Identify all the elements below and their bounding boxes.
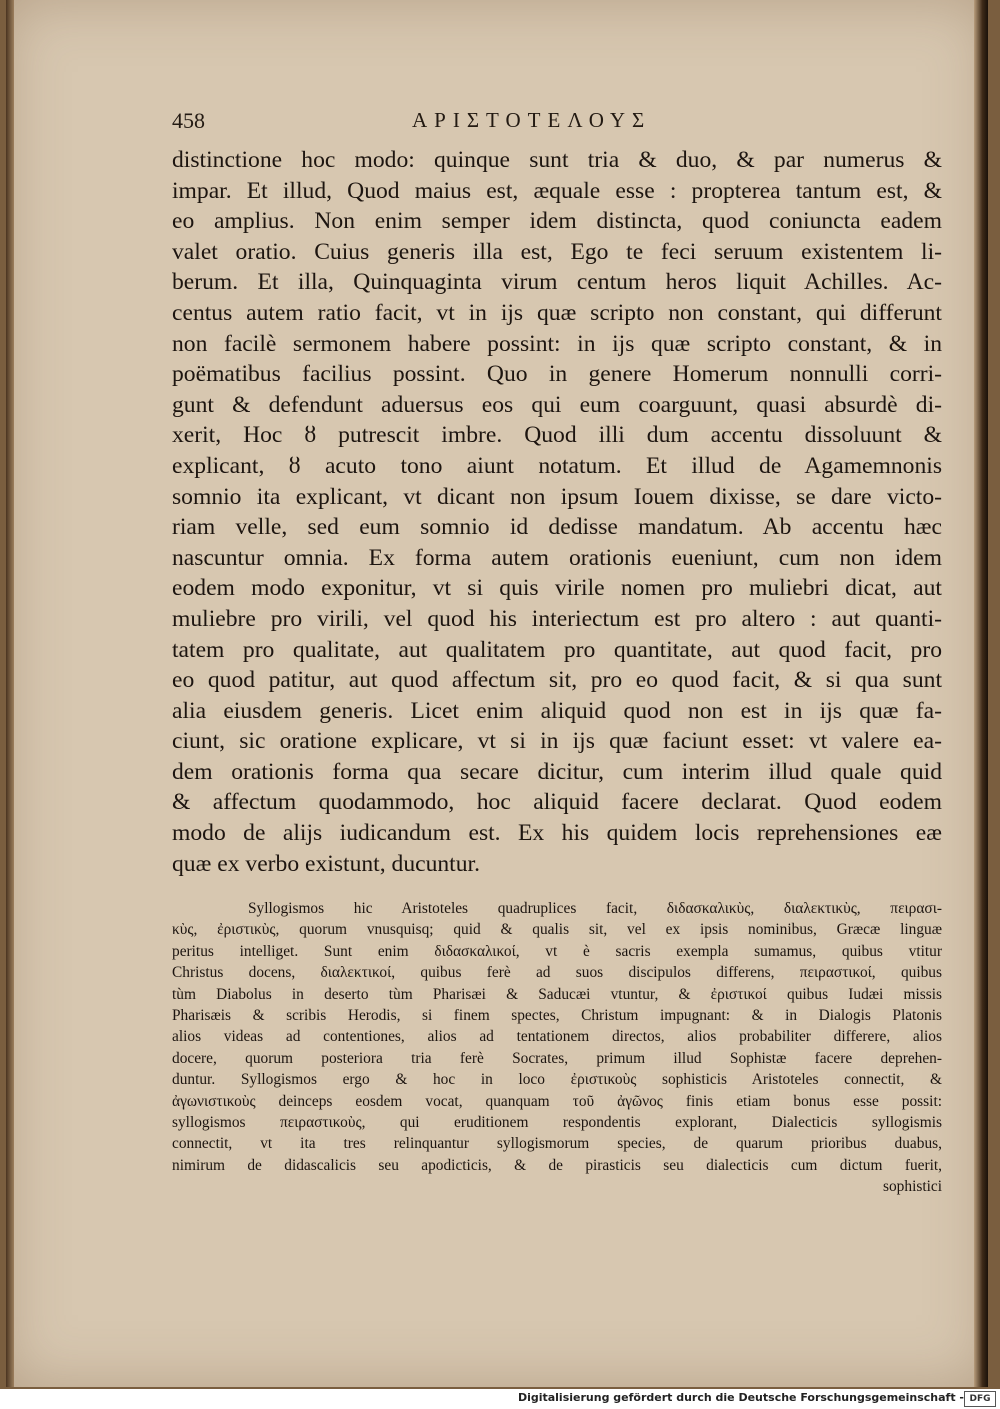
text-line: muliebre pro virili, vel quod his interiectum est pro altero : aut quanti- (172, 605, 942, 632)
text-line: modo de alijs iudicandum est. Ex his quidem locis reprehensiones eæ (172, 820, 942, 847)
commentary-line: tùm Diabolus in deserto tùm Pharisæi & Saducæi vtuntur, & ἐριστικοί quibus Iudæi missis (172, 985, 942, 1003)
text-line: nascuntur omnia. Ex forma autem orationis eueniunt, cum non idem (172, 544, 942, 571)
text-line: somnio ita explicant, vt dicant non ipsum Iouem dixisse, se dare victo- (172, 483, 942, 510)
text-line: distinctione hoc modo: quinque sunt tria & duo, & par numerus & (172, 147, 942, 173)
commentary-line: Syllogismos hic Aristoteles quadruplices facit, διδασκαλικὺς, διαλεκτικὺς, πειρασι- (248, 900, 942, 917)
text-line: dem orationis forma qua secare dicitur, cum interim illud quale quid (172, 758, 942, 785)
text-line: poëmatibus facilius possint. Quo in genere Homerum nonnulli corri- (172, 361, 942, 388)
text-line: impar. Et illud, Quod maius est, æquale esse : propterea tantum est, & (172, 177, 942, 204)
text-line: eodem modo exponitur, vt si quis virile nomen pro muliebri dicat, aut (172, 575, 942, 602)
main-text-block (172, 145, 942, 879)
commentary-line: alios videas ad contentiones, alios ad tentationem directos, alios probabiliter differere, alios (172, 1028, 942, 1046)
text-line: valet oratio. Cuius generis illa est, Ego te feci seruum existentem li- (172, 238, 942, 265)
commentary-line: connectit, vt ita tres relinquantur syllogismorum species, de quarum prioribus duabus, (172, 1135, 942, 1153)
footer-bar (0, 1389, 1000, 1409)
text-line: centus autem ratio facit, vt in ijs quæ scripto non constant, qui differunt (172, 299, 942, 326)
commentary-line: Pharisæis & scribis Herodis, si finem spectes, Christum impugnant: & in Dialogis Platonis (172, 1006, 942, 1024)
text-line: tatem pro qualitate, aut qualitatem pro quantitate, aut quod facit, pro (172, 636, 942, 663)
dfg-logo-icon: DFG (964, 1391, 996, 1407)
commentary-line: κὺς, ἐριστικὺς, quorum vnusquisq; quid & qualis sit, vel ex ipsis nominibus, Græcæ linguæ (172, 921, 942, 939)
commentary-line: Christus docens, διαλεκτικοί, quibus ferè ad suos discipulos differens, πειραστικοί, quibus (172, 964, 942, 982)
commentary-block (172, 898, 942, 1197)
text-line: quæ ex verbo existunt, ducuntur. (172, 850, 480, 877)
text-line: riam velle, sed eum somnio id dedisse mandatum. Ab accentu hæc (172, 514, 942, 541)
text-line: eo quod patitur, aut quod affectum sit, pro eo quod facit, & si qua sunt (172, 667, 942, 694)
commentary-line: peritus intelliget. Sunt enim διδασκαλικοί, vt è sacris exempla sumamus, quibus vtitur (172, 942, 942, 960)
commentary-line: nimirum de didascalicis seu apodicticis, & de pirasticis seu dialecticis cum dictum fuerit, (172, 1156, 942, 1174)
commentary-line: ἀγωνιστικοὺς deinceps eosdem vocat, quanquam τοῦ ἀγῶνος finis etiam bonus esse possit: (172, 1092, 942, 1110)
text-line: & affectum quodammodo, hoc aliquid facere declarat. Quod eodem (172, 789, 942, 816)
running-title: ΑΡΙΣΤΟΤΕΛΟΥΣ (412, 108, 652, 132)
funding-attribution: Digitalisierung gefördert durch die Deutsche Forschungsgemeinschaft - (517, 1391, 964, 1404)
commentary-line: syllogismos πειραστικοὺς, qui eruditionem respondentis explorant, Dialecticis syllogismis (172, 1113, 942, 1131)
commentary-line: duntur. Syllogismos ergo & hoc in loco ἐριστικοὺς sophisticis Aristoteles connectit, & (172, 1071, 942, 1089)
commentary-line: sophistici (883, 1178, 942, 1196)
commentary-line: docere, quorum posteriora tria ferè Socrates, primum illud Sophistæ facere deprehen- (172, 1049, 942, 1067)
page-header (172, 106, 942, 136)
text-line: non facilè sermonem habere possint: in ijs quæ scripto constant, & in (172, 330, 942, 357)
page-edge-right (974, 0, 988, 1387)
page-edge-left (6, 0, 14, 1387)
text-line: xerit, Hoc ȣ putrescit imbre. Quod illi dum accentu dissoluunt & (172, 422, 942, 449)
book-page (6, 0, 988, 1387)
text-line: explicant, ȣ acuto tono aiunt notatum. Et illud de Agamemnonis (172, 452, 942, 479)
text-line: ciunt, sic oratione explicare, vt si in ijs quæ faciunt esset: vt valere ea- (172, 728, 942, 755)
text-line: eo amplius. Non enim semper idem distincta, quod coniuncta eadem (172, 208, 942, 235)
page-number: 458 (172, 108, 205, 133)
text-line: gunt & defendunt aduersus eos qui eum coarguunt, quasi absurdè di- (172, 391, 942, 418)
text-line: berum. Et illa, Quinquaginta virum centum heros liquit Achilles. Ac- (172, 269, 942, 296)
text-line: alia eiusdem generis. Licet enim aliquid quod non est in ijs quæ fa- (172, 697, 942, 724)
